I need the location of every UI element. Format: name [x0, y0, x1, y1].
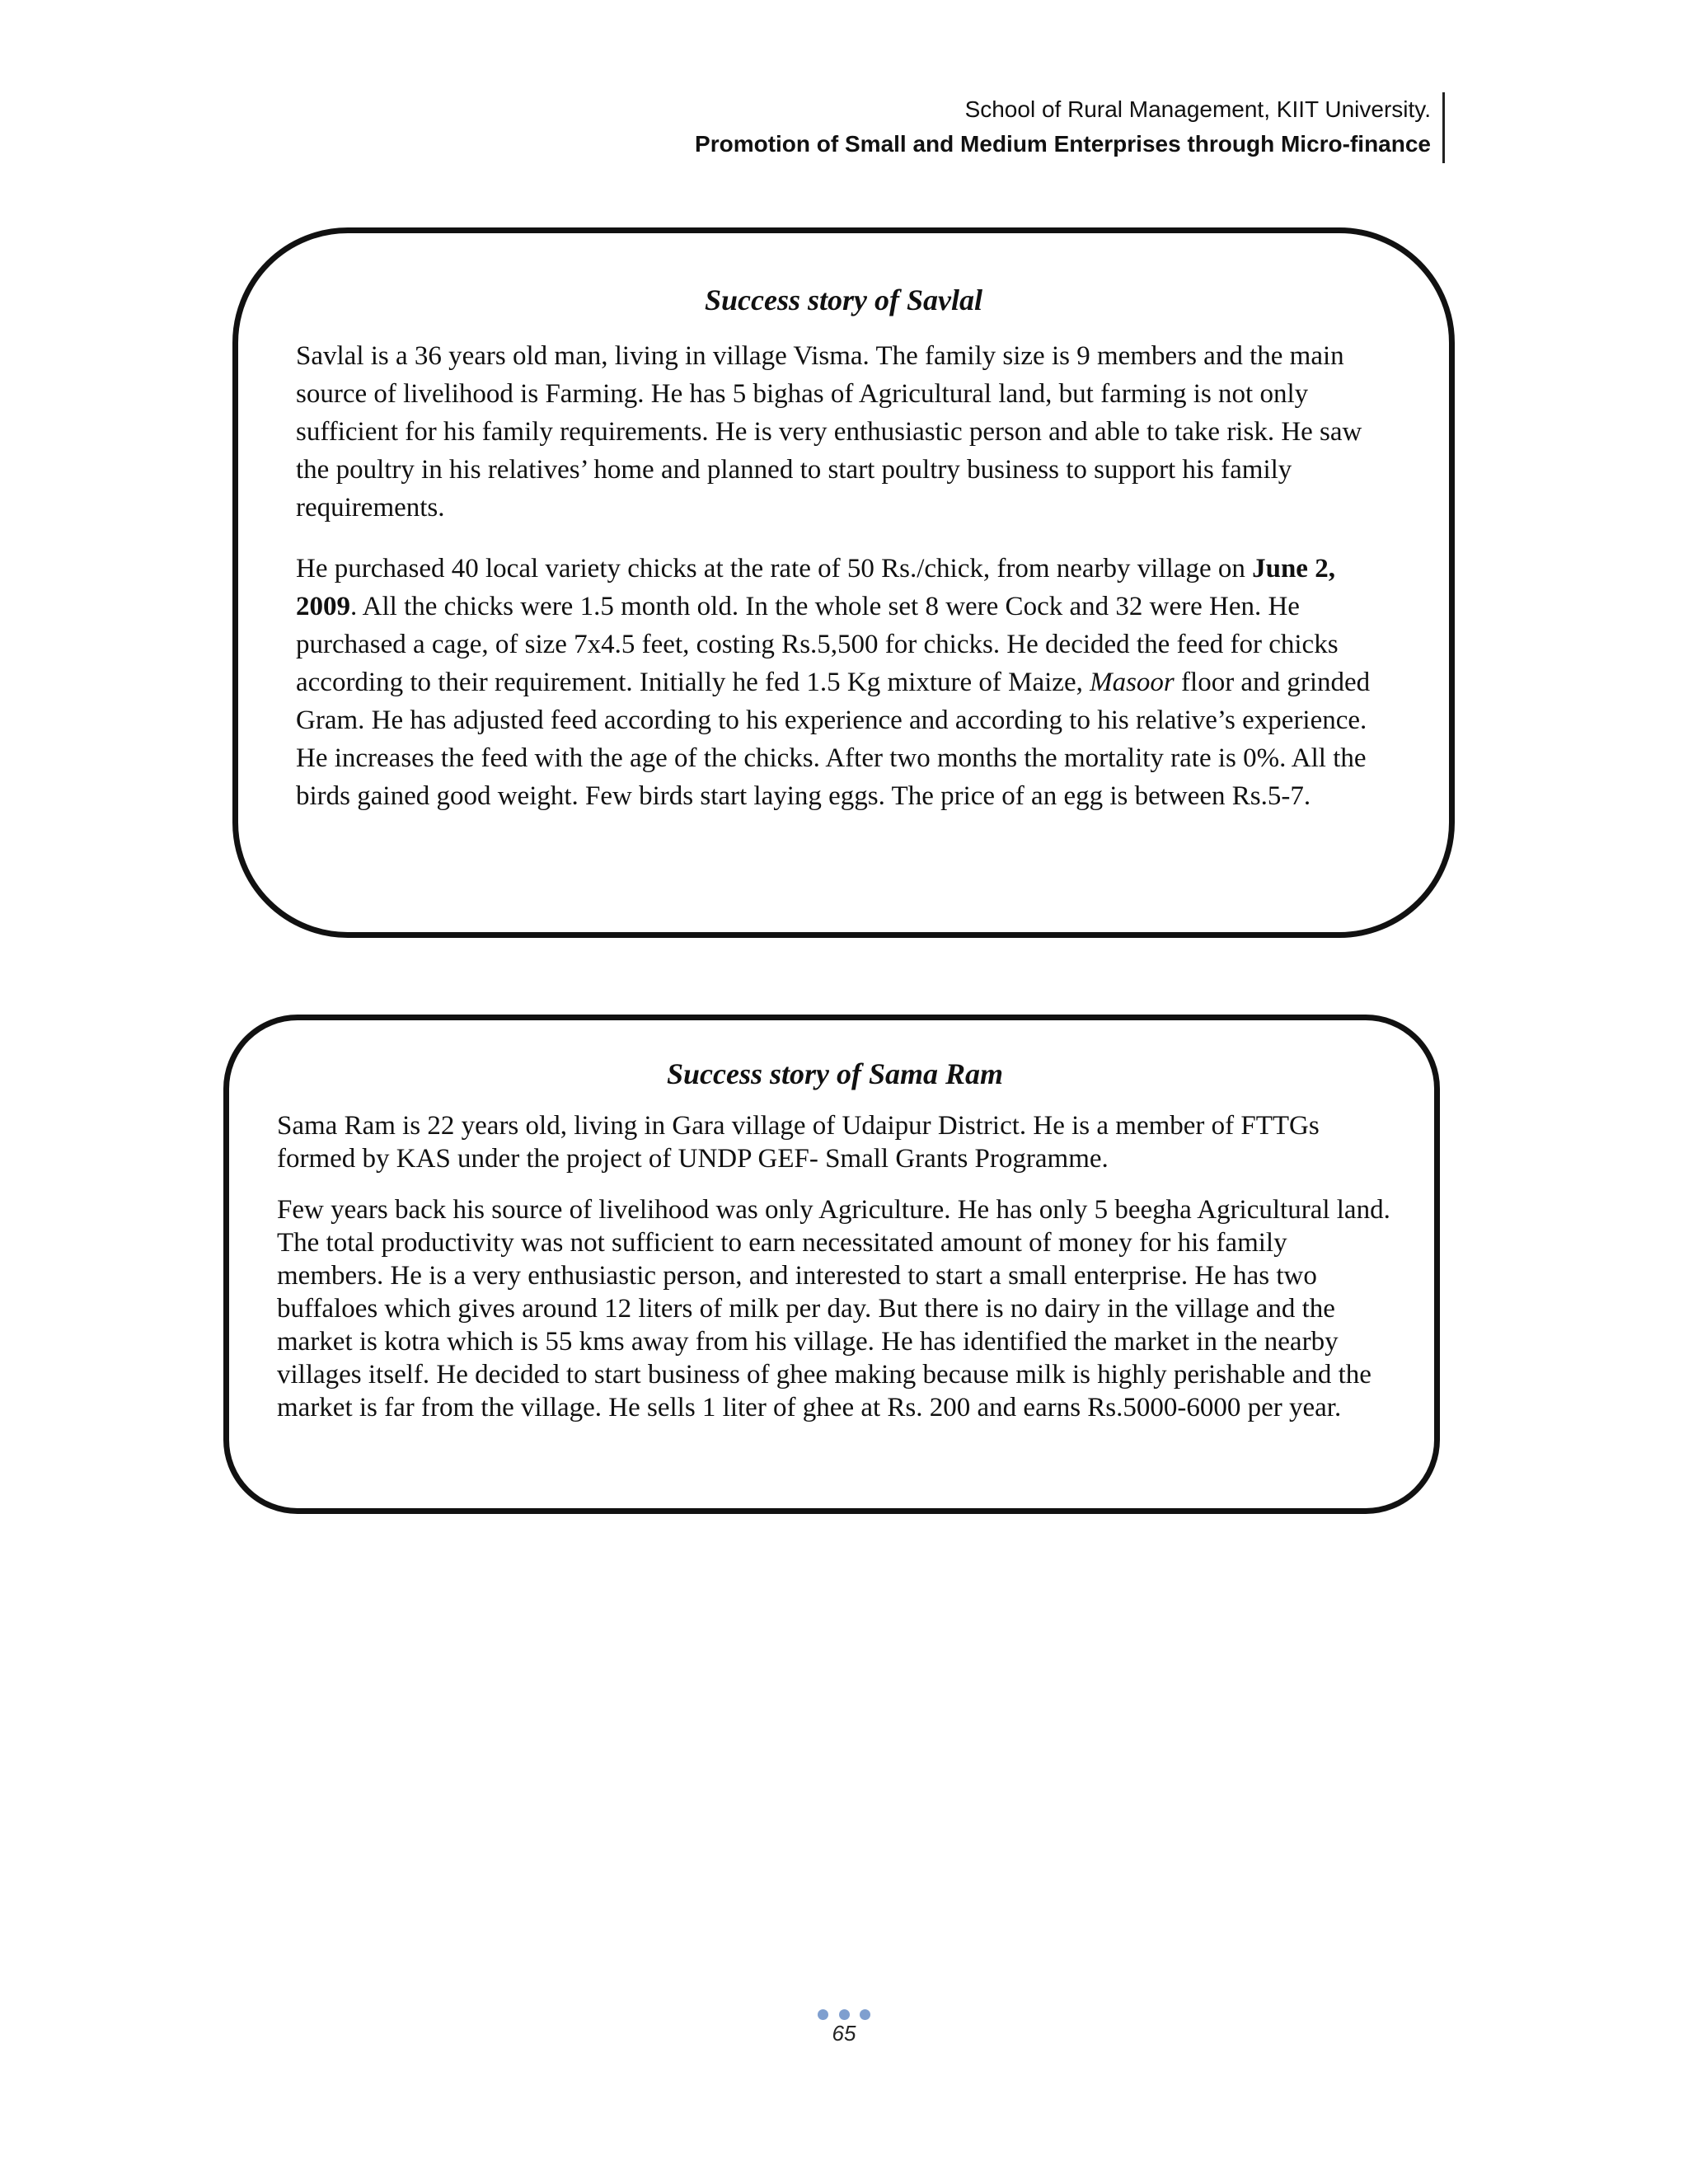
footer-dot [839, 2009, 850, 2020]
story-paragraph: Savlal is a 36 years old man, living in village Visma. The family size is 9 members and the main source of livelihood is Farming. He has 5 bighas of Agricultural land, but farming is not only sufficient for his family requirements. He is very enthusiastic person and able to take risk. He saw the poultry in his relatives’ home and planned to start poultry business to support his family requirements. [296, 341, 1362, 523]
header-document-title: Promotion of Small and Medium Enterprises through Micro-finance [695, 131, 1431, 157]
story-title: Success story of Savlal [705, 284, 982, 316]
page-header [695, 92, 1441, 162]
header-institution: School of Rural Management, KIIT University. [964, 96, 1431, 122]
story-paragraph: Sama Ram is 22 years old, living in Gara village of Udaipur District. He is a member of FTTGs formed by KAS under the project of UNDP GEF- Small Grants Programme. [277, 1111, 1320, 1174]
story-paragraph [296, 550, 1391, 815]
purchase-date: June 2, 2009 [296, 554, 1335, 621]
story-title: Success story of Sama Ram [666, 1057, 1004, 1090]
story-box-sama-ram [223, 1015, 1440, 1514]
footer-dots [818, 2009, 870, 2021]
paragraph-text: . All the chicks were 1.5 month old. In the whole set 8 were Cock and 32 were Hen. He purchased a cage, of size 7x4.5 feet, costing Rs.5,500 for chicks. He decided the feed for chicks according to their requirement. Initially he fed 1.5 Kg mixture of Maize, [296, 592, 1339, 697]
footer-dot [818, 2009, 828, 2020]
story-paragraph: Few years back his source of livelihood was only Agriculture. He has only 5 beegha Agricultural land. The total productivity was not sufficient to earn necessitated amount of money for his family members. He is a very enthusiastic person, and interested to start a small enterprise. He has two buffaloes which gives around 12 liters of milk per day. But there is no dairy in the village and the market is kotra which is 55 kms away from his village. He has identified the market in the nearby villages itself. He decided to start business of ghee making because milk is highly perishable and the market is far from the village. He sells 1 liter of ghee at Rs. 200 and earns Rs.5000-6000 per year. [277, 1195, 1390, 1422]
paragraph-text: He purchased 40 local variety chicks at the rate of 50 Rs./chick, from nearby village on [296, 554, 1253, 583]
page-number: 65 [832, 2021, 856, 2046]
masoor-term: Masoor [1090, 668, 1175, 697]
footer-dot [860, 2009, 870, 2020]
header-divider [1442, 92, 1445, 163]
paragraph-text: floor and grinded Gram. He has adjusted feed according to his experience and according to his relative’s experience. He increases the feed with the age of the chicks. After two months the mortality rate is 0%. All the birds gained good weight. Few birds start laying eggs. The price of an egg is between Rs.5-7. [296, 668, 1371, 811]
story-box-savlal [232, 227, 1455, 938]
